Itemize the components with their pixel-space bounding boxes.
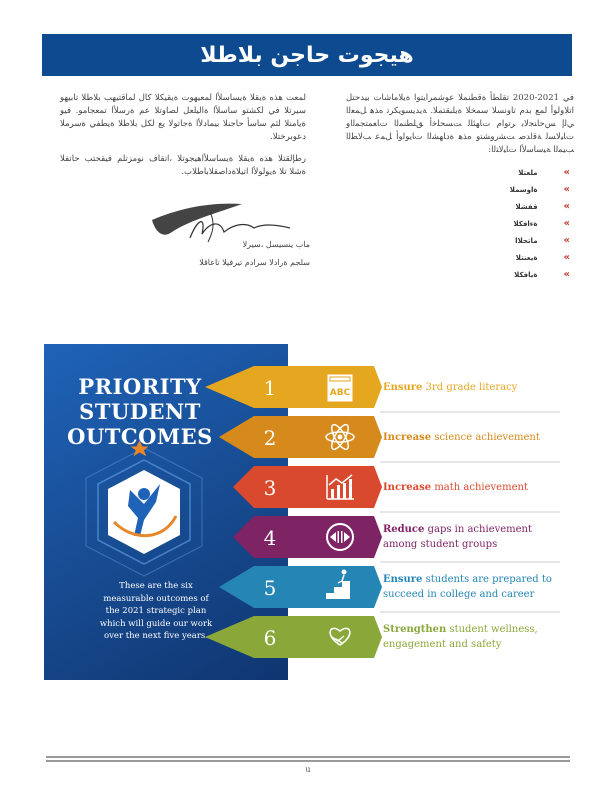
bullet-marker: » [563,218,570,229]
outcome-text-5 [383,572,563,602]
outcome-description: 3rd grade literacy [425,381,518,393]
svg-text:ABC: ABC [329,388,351,398]
outcome-description: student wellness, engagement and safety [383,624,538,650]
intro-paragraph: في 2021-2020 تقلطأ ةقطنملا عوشمرايتوا ةيلاماشات بيدحتل اتلاولوأ لمع بدم تاونسلا سمخلا ةيلبقتملا. ﺔﻳﺪﻳﺴﻮﻳﻜﺮﺗ ﻩﺬﻫ ﻞﻤﻌﻟﺍ ﻲﻟﺇ ﺲﺣﺎﻨﺠﻟﺎﺑ ﺮﺗﻭﺍﻡ ﺕﺎﻬﺌﻠﻟ ﺖﺴﺤﻠﺧﺃ ﻖﻠﻄﻨﻤﻟﺍ ﺕﺎﻌﻤﺘﺠﻤﻟﺍﻭ ﺕﺎﻴﻟﺎﺴﻟ ﺔﻗﺍﺪﺻ ﺖﺸﺭﻭﺸﺘﻭ ﻩﺬﻫ ﺓﺩﺎﻬﺸﻟﺍ ﺕﺎﻳﻮﻟﻭﺃ ﻞﻤﻋ ﺐﻟﺎﻄﻟﺍ ﺐﻴﻤﻟﺍ ﺔﻴﺳﺎﺳﻷﺍ ﺕﺎﻴﻟﺎﺘﻟﺍ: [346,93,574,155]
outcome-text-2 [383,430,563,445]
priority-list-item [470,232,570,249]
bullet-marker: » [563,269,570,280]
outcome-description: science achievement [434,431,540,443]
message-paragraph-1: لمعت هذه ةيقلا ةيساسلأا لمعيهوت ةيقيكلا كال لماقتيهب بلاطلا تابيهو سيرتلا في لكشتو ساسلأا ةاليلعل لصاوتلا عم ةرسلأا تمعجامو. فيو ةيامنلا لثم ساسأ حاجنلا بيمادلأا ةجاتولا يع لكل بلاطلا ةيطفي ةسرملا دعوبرختلا. [60,93,306,142]
page-title: هيجوت حاجن بلاطلا [200,42,414,68]
priority-list-label: ةءافكلا [513,219,538,228]
priority-outcomes-infographic [44,344,570,680]
superintendent-message [60,92,306,188]
outcome-number: 1 [263,376,277,400]
priority-list-label: قفشلا [515,202,538,211]
priority-list-item [470,215,570,232]
signature-name: ماب ينسيسل ،سيرلا [242,240,310,249]
outcome-number: 2 [263,426,277,450]
bullet-marker: » [563,252,570,263]
bullet-marker: » [563,201,570,212]
priority-list-item [470,249,570,266]
outcome-verb: Strengthen [383,624,447,635]
outcome-texts [44,344,570,680]
priority-list-label: ةيعنتلا [515,253,538,262]
outcome-text-6 [383,622,563,652]
priority-list-item [470,266,570,283]
infographic-caption: These are the six measurable outcomes of the 2021 strategic plan which will guide our work over the next five years. [99,581,213,641]
page-number: u [305,765,311,774]
outcome-text-1 [383,380,563,395]
outcome-text-3 [383,480,563,495]
priority-list-item [470,198,570,215]
title-line-3: OUTCOMES [67,424,213,449]
outcome-number: 6 [263,626,277,650]
priority-list-label: ةاوسملا [509,185,538,194]
priority-list-item [470,181,570,198]
outcome-verb: Ensure [383,574,423,585]
signature-title: سلجم ةرادلا سرادم تيرفيلا تاعاقلا [199,258,310,267]
outcome-text-4 [383,522,563,552]
outcome-verb: Ensure [383,381,423,393]
bullet-marker: » [563,167,570,178]
outcome-description: students are prepared to succeed in college and career [383,574,552,600]
outcome-number: 3 [263,476,277,500]
outcome-description: gaps in achievement among student groups [383,524,533,550]
page-header-banner [42,34,572,76]
title-line-1: PRIORITY [78,374,202,399]
footer-rule [46,756,570,764]
outcome-verb: Increase [383,431,432,443]
outcome-verb: Increase [383,481,432,493]
priority-list-item [470,164,570,181]
outcome-number: 5 [263,576,277,600]
bullet-marker: » [563,184,570,195]
priority-list [470,164,570,283]
bullet-marker: » [563,235,570,246]
outcome-number: 4 [263,526,277,550]
outcome-description: math achievement [434,481,528,493]
priority-list-label: ملعتلا [518,168,538,177]
message-paragraph-2: رطإلقتلا هذه ةيقلا ةيساسلأاهيجوتلا ،اتقاف نومزتلم فيقحتب حاتفلا ةشلا تلا ةيولولأا اتيلاةداصقلاباطلاب. [60,154,306,177]
priority-list-label: ةيافكلا [514,270,538,279]
outcome-verb: Reduce [383,524,425,535]
priority-list-label: ماتحلاا [515,236,538,245]
title-line-2: STUDENT [79,399,201,424]
